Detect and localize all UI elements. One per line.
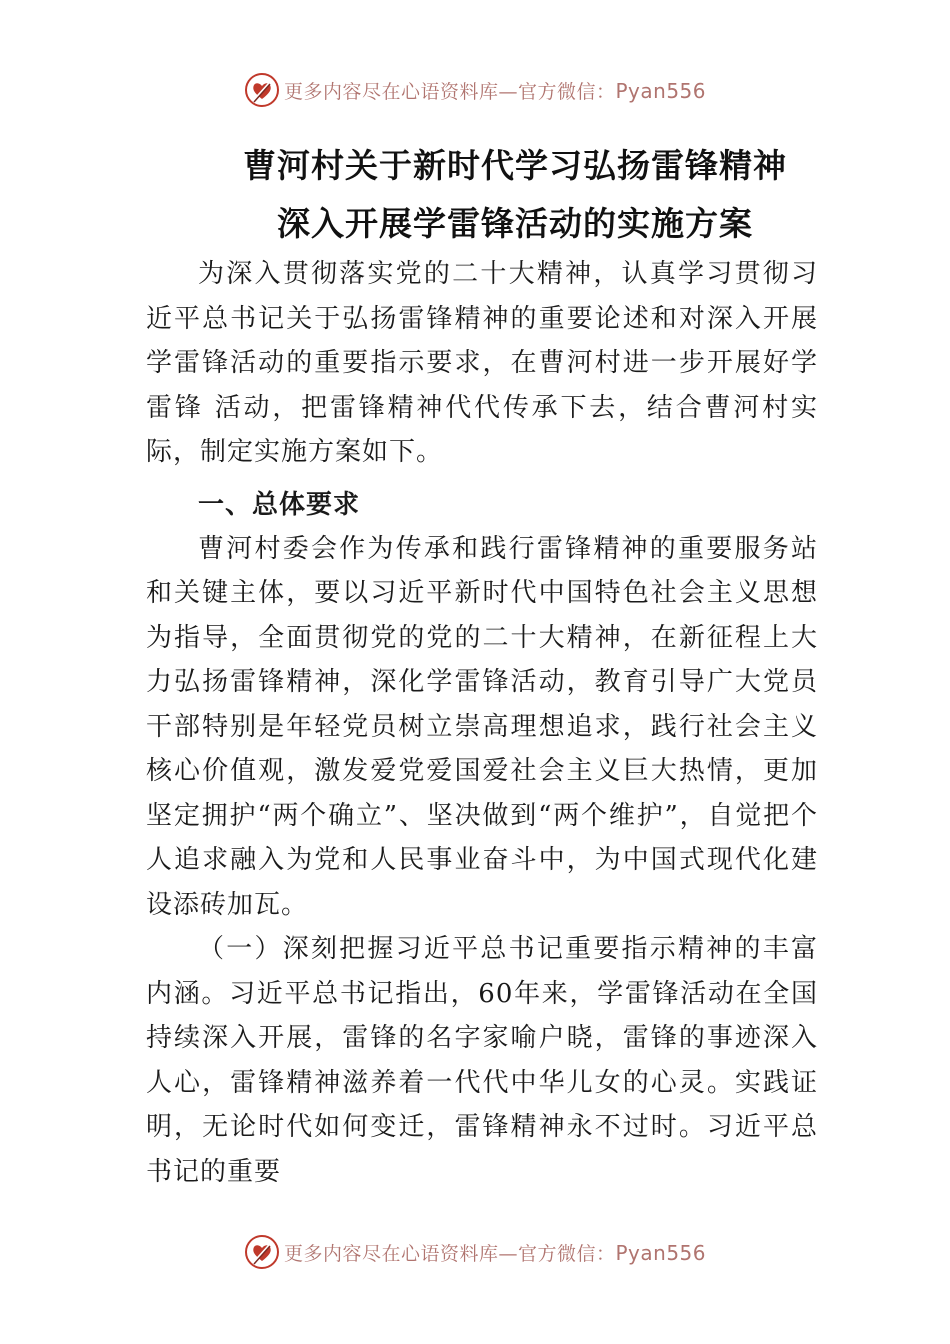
heart-book-logo-icon xyxy=(244,1234,280,1270)
watermark-bottom xyxy=(0,1234,950,1270)
watermark-text-en: Pyan556 xyxy=(615,1240,707,1265)
intro-paragraph: 为深入贯彻落实党的二十大精神，认真学习贯彻习近平总书记关于弘扬雷锋精神的重要论述和对深入开展学雷锋活动的重要指示要求，在曹河村进一步开展好学雷锋 活动，把雷锋精神代代传承下去，结合曹河村实际，制定实施方案如下。 xyxy=(146,259,818,467)
document-title-line-2: 深入开展学雷锋活动的实施方案 xyxy=(277,204,753,243)
watermark-top xyxy=(0,72,950,108)
watermark-text-cn: 更多内容尽在心语资料库—官方微信： xyxy=(283,1242,616,1265)
document-title-line-1: 曹河村关于新时代学习弘扬雷锋精神 xyxy=(243,146,787,185)
section-1-paragraph: 曹河村委会作为传承和践行雷锋精神的重要服务站和关键主体，要以习近平新时代中国特色社会主义思想为指导，全面贯彻党的党的二十大精神，在新征程上大力弘扬雷锋精神，深化学雷锋活动，教育引导广大党员干部特别是年轻党员树立崇高理想追求，践行社会主义核心价值观，激发爱党爱国爱社会主义巨大热情，更加坚定拥护“两个确立”、坚决做到“两个维护”，自觉把个人追求融入为党和人民事业奋斗中，为中国式现代化建设添砖加瓦。 xyxy=(146,533,818,920)
section-1-heading: 一、总体要求 xyxy=(198,489,361,520)
watermark-text-cn: 更多内容尽在心语资料库—官方微信： xyxy=(283,80,616,103)
subsection-1-paragraph: （一）深刻把握习近平总书记重要指示精神的丰富内涵。习近平总书记指出，60年来，学雷锋活动在全国持续深入开展，雷锋的名字家喻户晓，雷锋的事迹深入人心，雷锋精神滋养着一代代中华儿女的心灵。实践证明，无论时代如何变迁，雷锋精神永不过时。习近平总书记的重要 xyxy=(146,934,818,1187)
document-body xyxy=(146,252,818,1194)
watermark-text xyxy=(284,1239,706,1266)
watermark-text-en: Pyan556 xyxy=(615,78,707,103)
watermark-text xyxy=(284,77,706,104)
heart-book-logo-icon xyxy=(244,72,280,108)
